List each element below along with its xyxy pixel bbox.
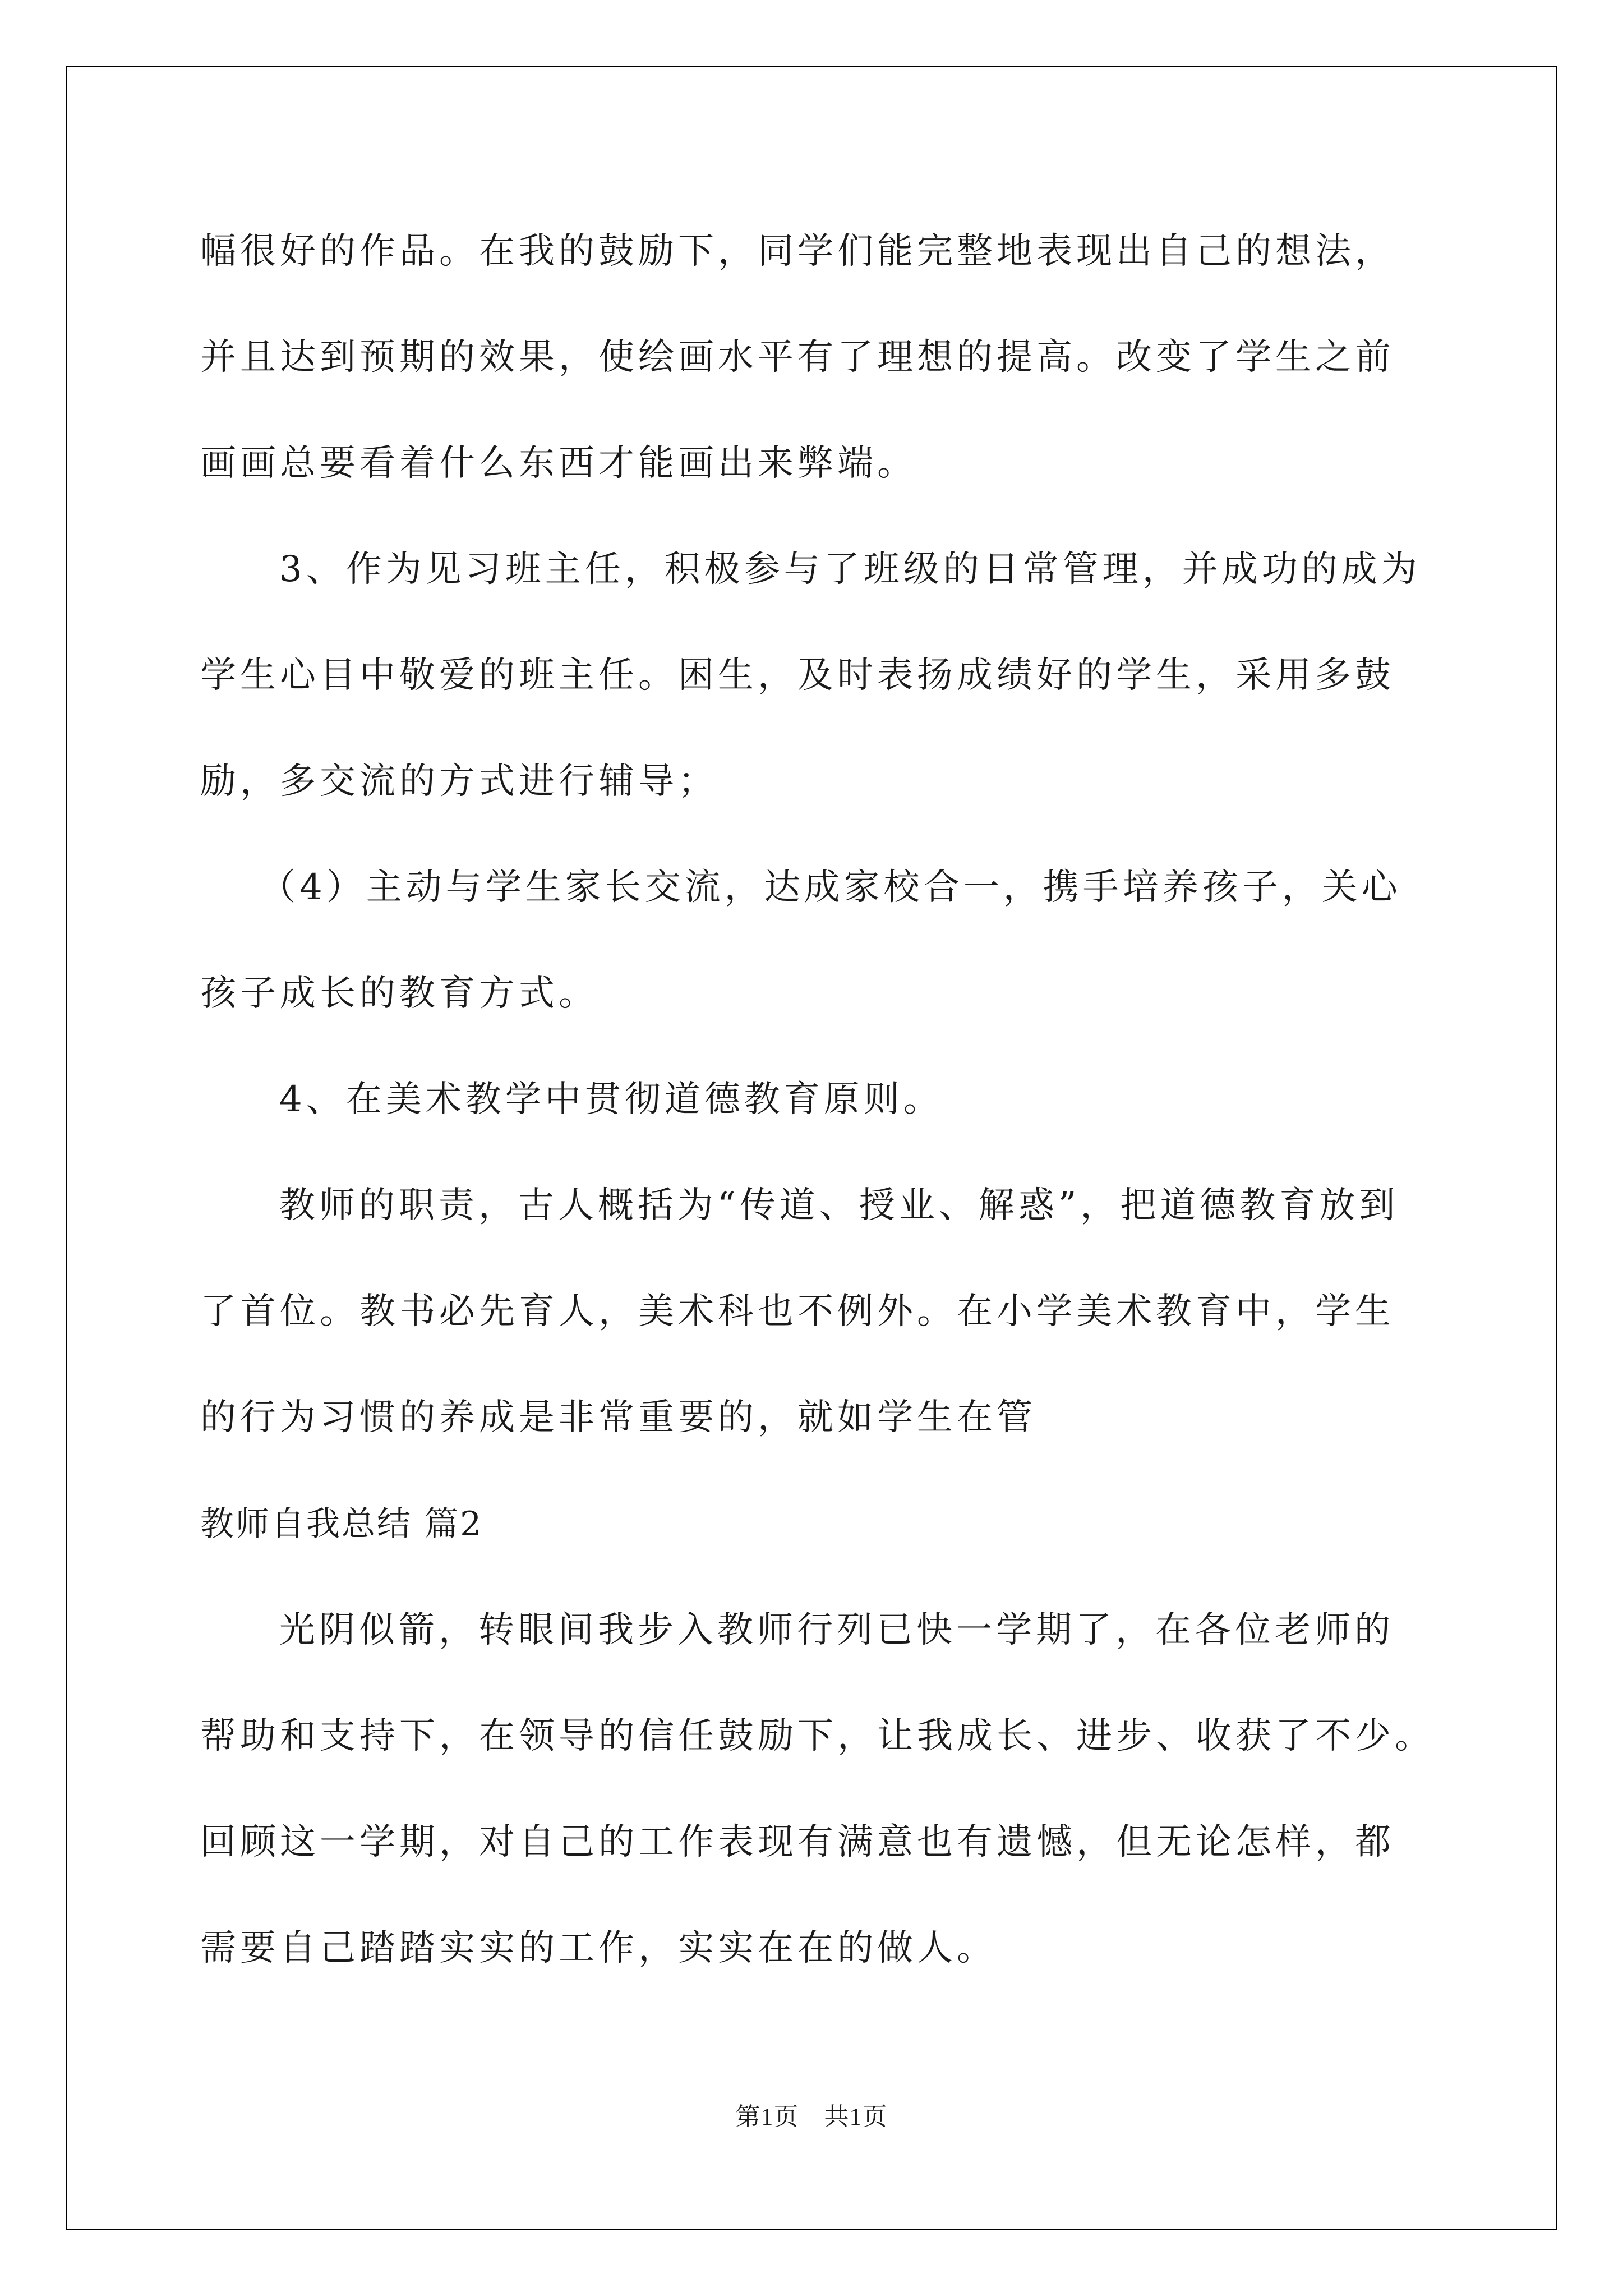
text-line: 幅很好的作品。在我的鼓励下，同学们能完整地表现出自己的想法， <box>200 231 1395 272</box>
text-line: 帮助和支持下，在领导的信任鼓励下，让我成长、进步、收获了不少。 <box>200 1715 1435 1757</box>
text-line: 光阴似箭，转眼间我步入教师行列已快一学期了，在各位老师的 <box>279 1609 1394 1651</box>
text-line: 了首位。教书必先育人，美术科也不例外。在小学美术教育中，学生 <box>200 1291 1395 1332</box>
text-line: （4）主动与学生家长交流，达成家校合一，携手培养孩子，关心 <box>260 867 1401 908</box>
text-line: 需要自己踏踏实实的工作，实实在在的做人。 <box>200 1927 997 1969</box>
text-line: 回顾这一学期，对自己的工作表现有满意也有遗憾，但无论怎样，都 <box>200 1821 1395 1863</box>
text-line: 画画总要看着什么东西才能画出来弊端。 <box>200 443 917 484</box>
section-heading: 教师自我总结 篇2 <box>200 1504 483 1544</box>
text-line: 孩子成长的教育方式。 <box>200 973 598 1014</box>
text-line: 教师的职责，古人概括为“传道、授业、解惑”，把道德教育放到 <box>279 1185 1399 1226</box>
text-line: 并且达到预期的效果，使绘画水平有了理想的提高。改变了学生之前 <box>200 337 1395 378</box>
text-line: 励，多交流的方式进行辅导； <box>200 761 718 802</box>
text-line: 4、在美术教学中贯彻道德教育原则。 <box>279 1079 943 1120</box>
text-line: 3、作为见习班主任，积极参与了班级的日常管理，并成功的成为 <box>279 549 1421 590</box>
text-line: 学生心目中敬爱的班主任。困生，及时表扬成绩好的学生，采用多鼓 <box>200 655 1395 696</box>
page-number: 第1页 共1页 <box>735 2103 888 2131</box>
text-line: 的行为习惯的养成是非常重要的，就如学生在管 <box>200 1397 1036 1438</box>
page-border <box>66 66 1557 2230</box>
